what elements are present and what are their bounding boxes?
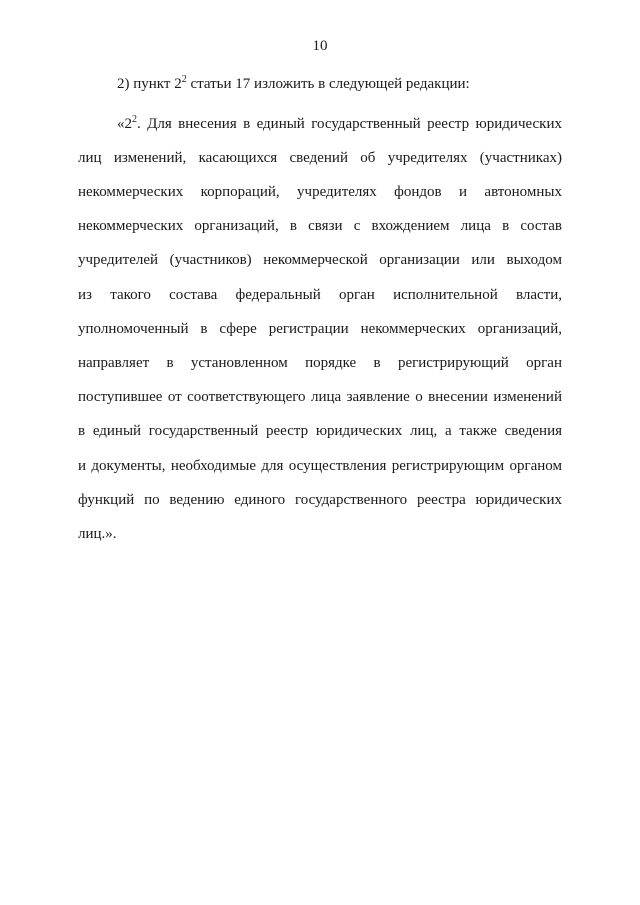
paragraph-line-7: уполномоченный в сфере регистрации некоммерческих организаций, — [78, 321, 562, 337]
paragraph-line-10: в единый государственный реестр юридических лиц, а также сведения — [78, 423, 562, 439]
paragraph-line-2: лиц изменений, касающихся сведений об учредителях (участниках) — [78, 150, 562, 166]
paragraph-line-8: направляет в установленном порядке в регистрирующий орган — [78, 355, 562, 371]
paragraph-line-13: лиц.». — [78, 526, 117, 542]
paragraph-line-text: . Для внесения в единый государственный реестр юридических — [137, 116, 562, 132]
paragraph-line-1 — [117, 114, 562, 134]
paragraph-prefix: «2 — [117, 116, 132, 132]
page-number: 10 — [312, 38, 328, 54]
paragraph-line-4: некоммерческих организаций, в связи с вхождением лица в состав — [78, 218, 562, 234]
paragraph-line-3: некоммерческих корпораций, учредителях фондов и автономных — [78, 184, 562, 200]
paragraph-line-9: поступившее от соответствующего лица заявление о внесении изменений — [78, 389, 562, 405]
intro-suffix: статьи 17 изложить в следующей редакции: — [186, 76, 470, 92]
intro-superscript: 2 — [181, 74, 187, 85]
intro-line — [117, 74, 470, 94]
paragraph-line-11: и документы, необходимые для осуществления регистрирующим органом — [78, 458, 562, 474]
intro-prefix: 2) пункт 2 — [117, 76, 182, 92]
paragraph-line-5: учредителей (участников) некоммерческой организации или выходом — [78, 252, 562, 268]
paragraph-superscript: 2 — [132, 114, 137, 125]
paragraph-line-6: из такого состава федеральный орган исполнительной власти, — [78, 287, 562, 303]
paragraph-line-12: функций по ведению единого государственного реестра юридических — [78, 492, 562, 508]
